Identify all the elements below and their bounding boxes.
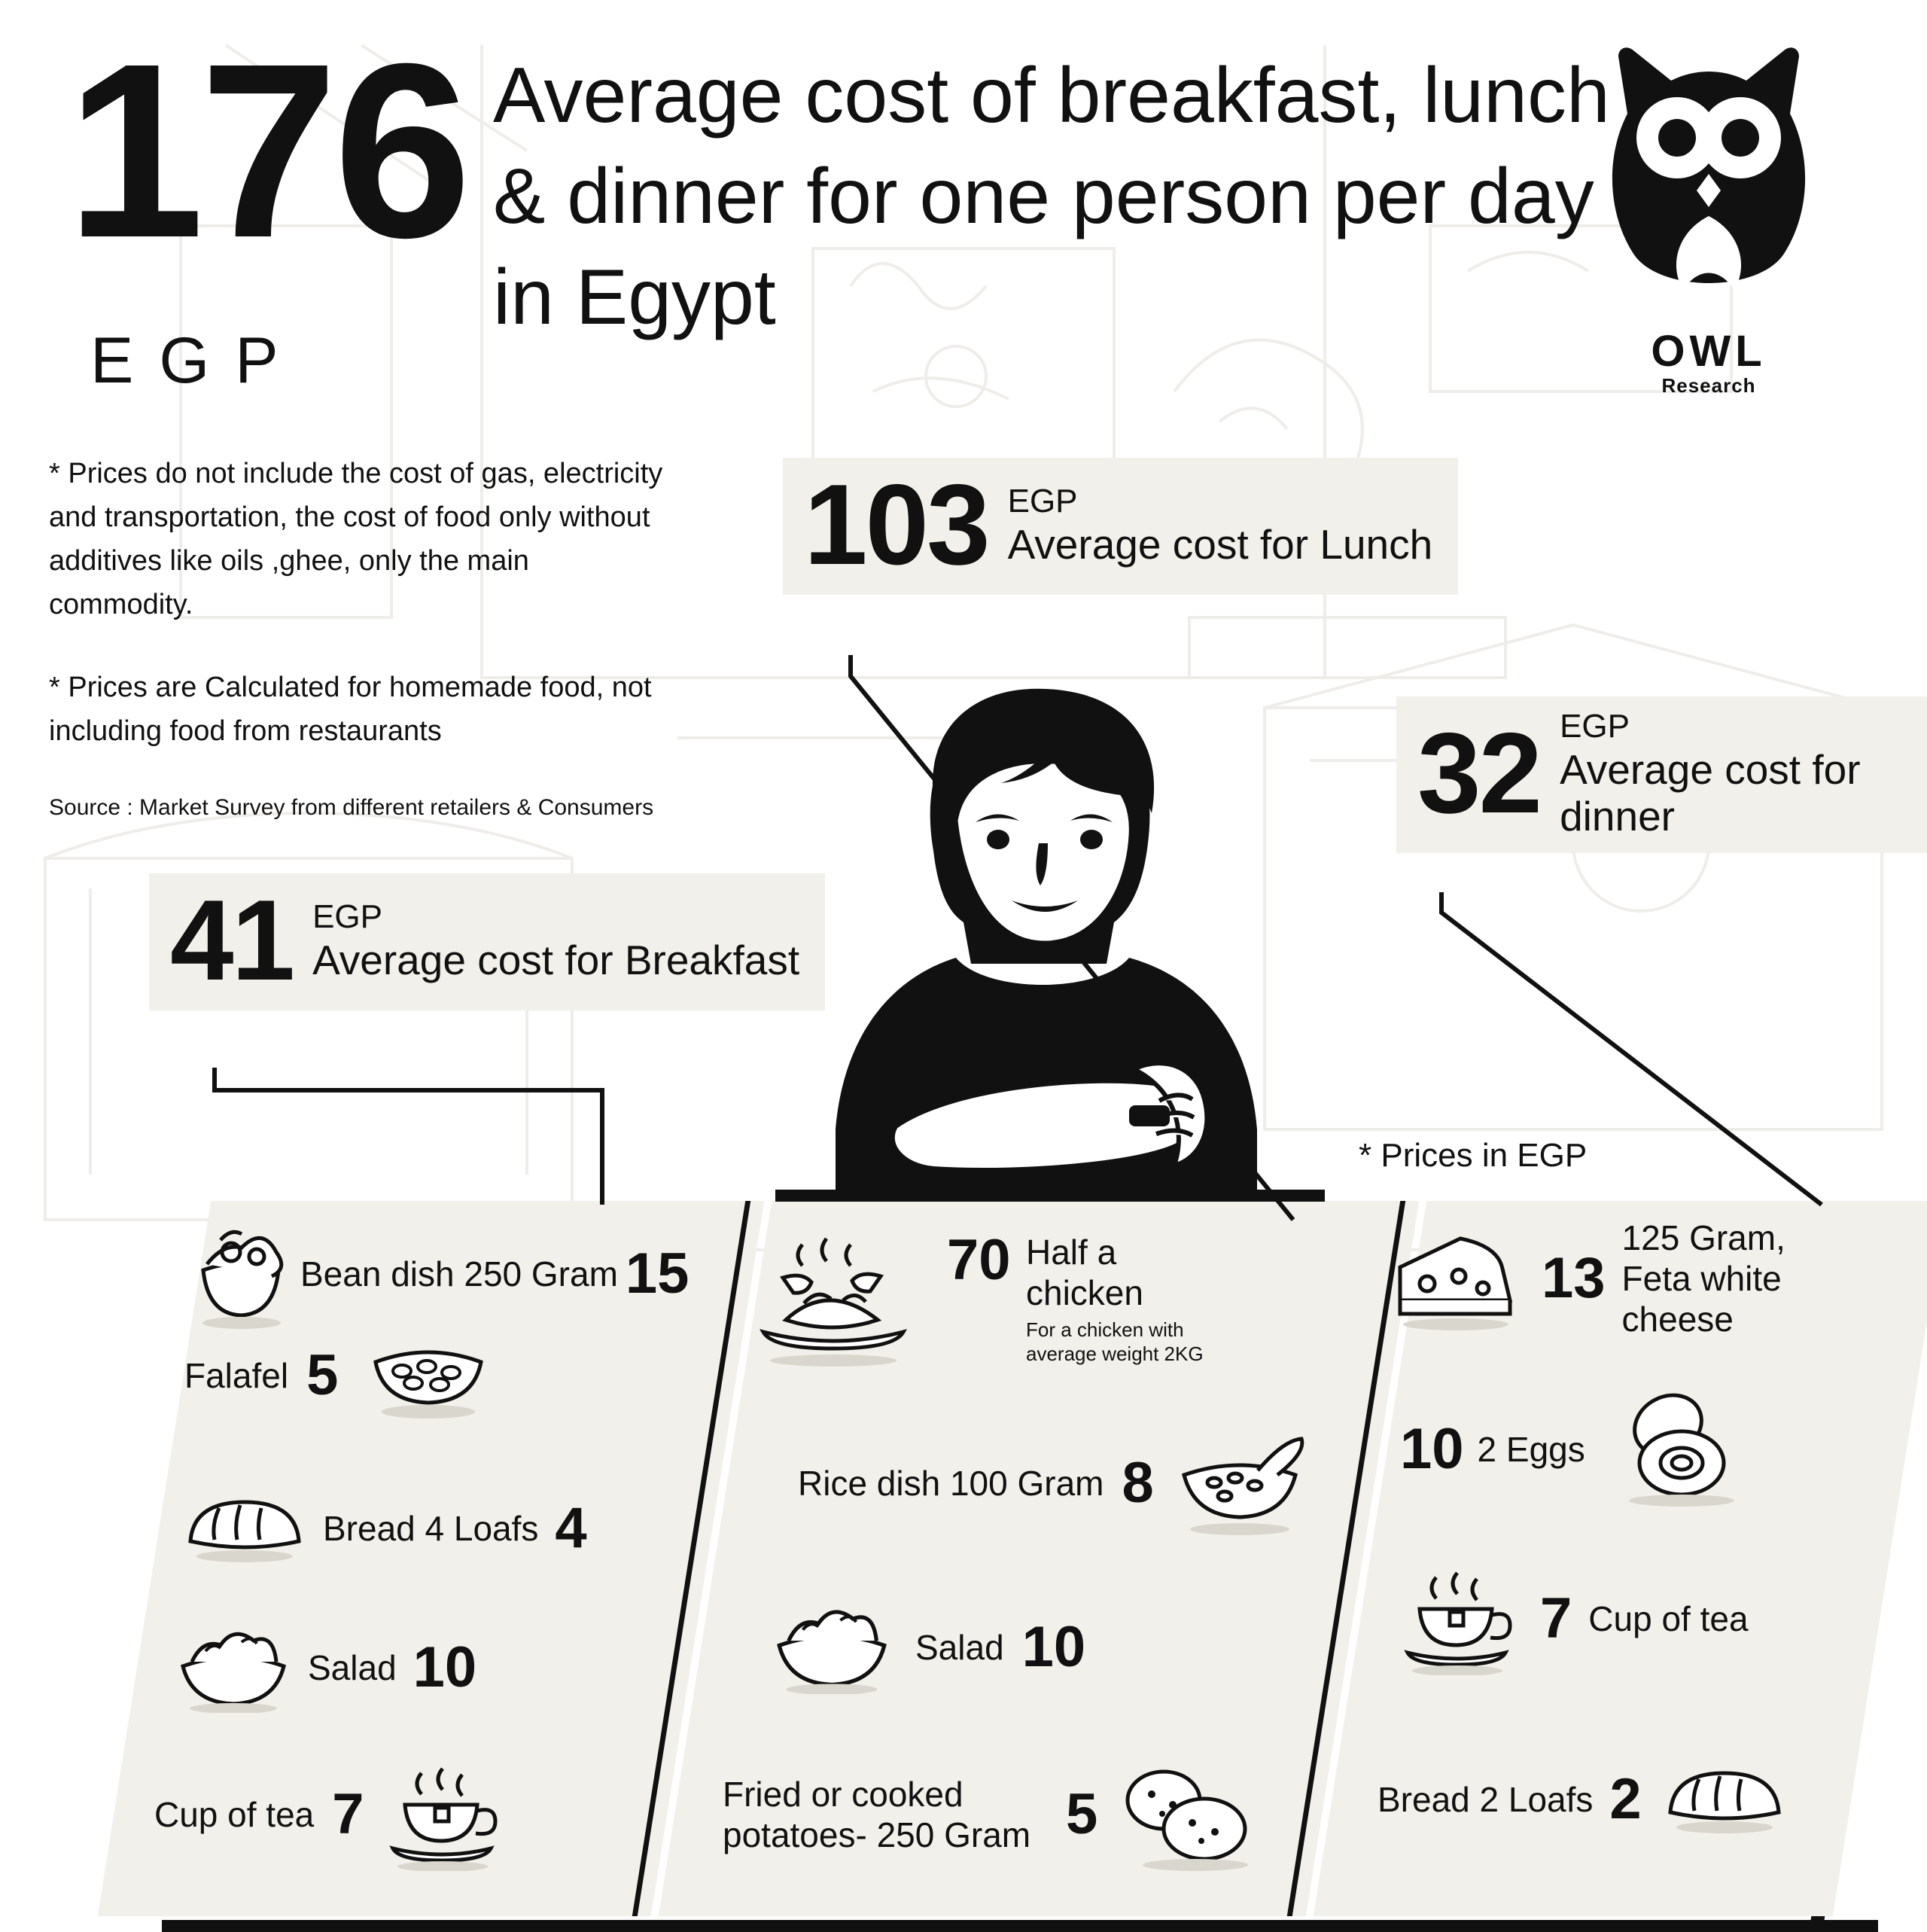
item-label: Salad [915,1627,1004,1667]
item-price: 7 [332,1782,364,1846]
item-label: Cup of tea [1588,1599,1749,1638]
item-label: Half a chicken [1026,1233,1143,1312]
callout-lunch-currency: EGP [1007,483,1078,520]
item-label: Rice dish 100 Gram [798,1464,1104,1503]
callout-breakfast-currency: EGP [312,898,382,935]
owl-logo-word: OWL [1651,327,1767,376]
item-price: 7 [1540,1586,1572,1650]
item-sublabel: For a chicken with average weight 2KG [1026,1318,1204,1365]
callout-lunch [783,458,1458,595]
callout-breakfast-label: Average cost for Breakfast [312,937,800,983]
item-label: Fried or cooked potatoes- 250 Gram [723,1775,1031,1854]
item-label: Salad [308,1648,397,1687]
item-price: 13 [1542,1246,1606,1310]
note-homemade: * Prices are Calculated for homemade food, not including food from restaurants [49,672,652,747]
callout-lunch-value: 103 [804,461,988,589]
note-prices-in-egp: * Prices in EGP [1359,1137,1588,1174]
callout-dinner [1396,696,1927,853]
item-price: 15 [625,1242,690,1306]
item-label: Bean dish 250 Gram [300,1254,618,1294]
item-price: 70 [947,1228,1011,1292]
callout-dinner-currency: EGP [1560,708,1630,745]
item-price: 5 [306,1343,339,1407]
item-price: 8 [1122,1451,1154,1515]
item-price: 2 [1609,1767,1642,1831]
note-prices-exclusions: * Prices do not include the cost of gas, electricity and transportation, the cost of food only without additives like oils ,ghee, only the main commodity. [49,458,663,620]
item-label: 125 Gram, Feta white cheese [1621,1218,1785,1339]
item-label: Bread 2 Loafs [1378,1780,1594,1819]
owl-logo-subtitle: Research [1661,374,1756,397]
item-price: 10 [1400,1417,1464,1481]
note-source: Source : Market Survey from different retailers & Consumers [49,795,654,820]
item-label: Bread 4 Loafs [323,1509,539,1548]
item-label: Falafel [184,1356,289,1395]
person-illustration [708,663,1370,1235]
callout-breakfast-value: 41 [170,876,294,1004]
item-price: 5 [1066,1782,1098,1846]
total-cost-number: 176 [66,11,467,289]
item-price: 10 [1021,1614,1086,1679]
item-price: 4 [555,1496,587,1560]
callout-dinner-label: Average cost for dinner [1560,746,1861,840]
item-label: Cup of tea [154,1795,315,1834]
total-cost-currency: EGP [90,325,304,397]
item-price: 10 [412,1635,477,1699]
page-title: Average cost of breakfast, lunch & dinner for one person per day in Egypt [493,52,1610,341]
callout-lunch-label: Average cost for Lunch [1007,521,1433,568]
item-label: 2 Eggs [1477,1430,1585,1469]
callout-dinner-value: 32 [1417,709,1541,837]
